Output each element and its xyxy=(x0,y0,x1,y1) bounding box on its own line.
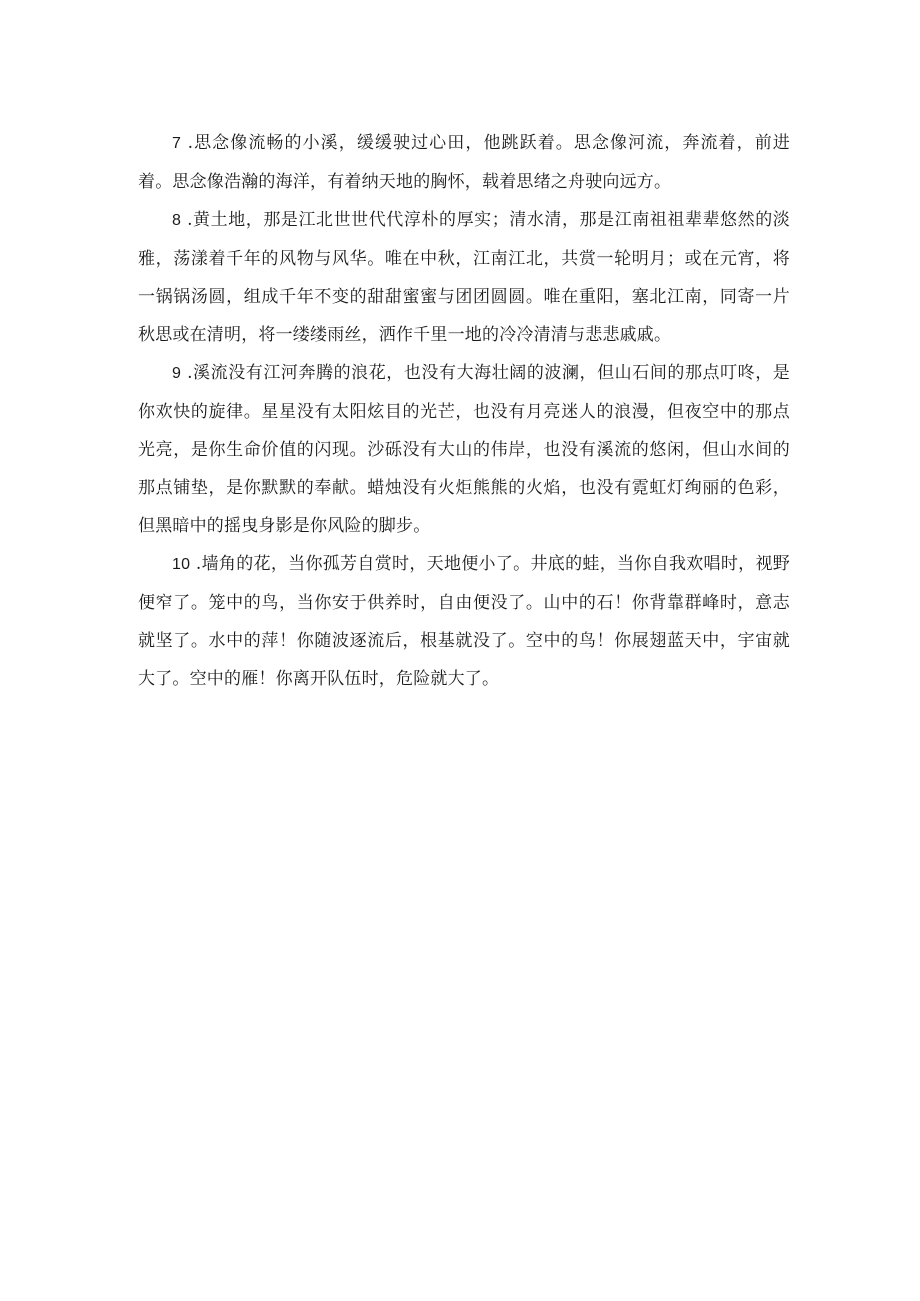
paragraph-9 xyxy=(138,354,790,545)
paragraph-text: .思念像流畅的小溪，缓缓驶过心田，他跳跃着。思念像河流，奔流着，前进着。思念像浩瀚的海洋，有着纳天地的胸怀，载着思绪之舟驶向远方。 xyxy=(138,133,790,192)
paragraph-text: .墙角的花，当你孤芳自赏时，天地便小了。井底的蛙，当你自我欢唱时，视野便窄了。笼中的鸟，当你安于供养时，自由便没了。山中的石！你背靠群峰时，意志就坚了。水中的萍！你随波逐流后，根基就没了。空中的鸟！你展翅蓝天中，宇宙就大了。空中的雁！你离开队伍时，危险就大了。 xyxy=(138,554,790,689)
document-body xyxy=(138,124,790,698)
paragraph-number: 7 xyxy=(172,135,182,152)
paragraph-7 xyxy=(138,124,790,201)
paragraph-number: 9 xyxy=(172,365,182,382)
paragraph-text: .溪流没有江河奔腾的浪花，也没有大海壮阔的波澜，但山石间的那点叮咚，是你欢快的旋律。星星没有太阳炫目的光芒，也没有月亮迷人的浪漫，但夜空中的那点光亮，是你生命价值的闪现。沙砾没有大山的伟岸，也没有溪流的悠闲，但山水间的那点铺垫，是你默默的奉献。蜡烛没有火炬熊熊的火焰，也没有霓虹灯绚丽的色彩，但黑暗中的摇曳身影是你风险的脚步。 xyxy=(138,363,790,536)
paragraph-text: .黄土地，那是江北世世代代淳朴的厚实；清水清，那是江南祖祖辈辈悠然的淡雅，荡漾着千年的风物与风华。唯在中秋，江南江北，共赏一轮明月；或在元宵，将一锅锅汤圆，组成千年不变的甜甜蜜蜜与团团圆圆。唯在重阳，塞北江南，同寄一片秋思或在清明，将一缕缕雨丝，洒作千里一地的冷冷清清与悲悲戚戚。 xyxy=(138,210,790,345)
paragraph-number: 10 xyxy=(172,556,191,573)
paragraph-10 xyxy=(138,545,790,698)
paragraph-8 xyxy=(138,201,790,354)
paragraph-number: 8 xyxy=(172,212,182,229)
